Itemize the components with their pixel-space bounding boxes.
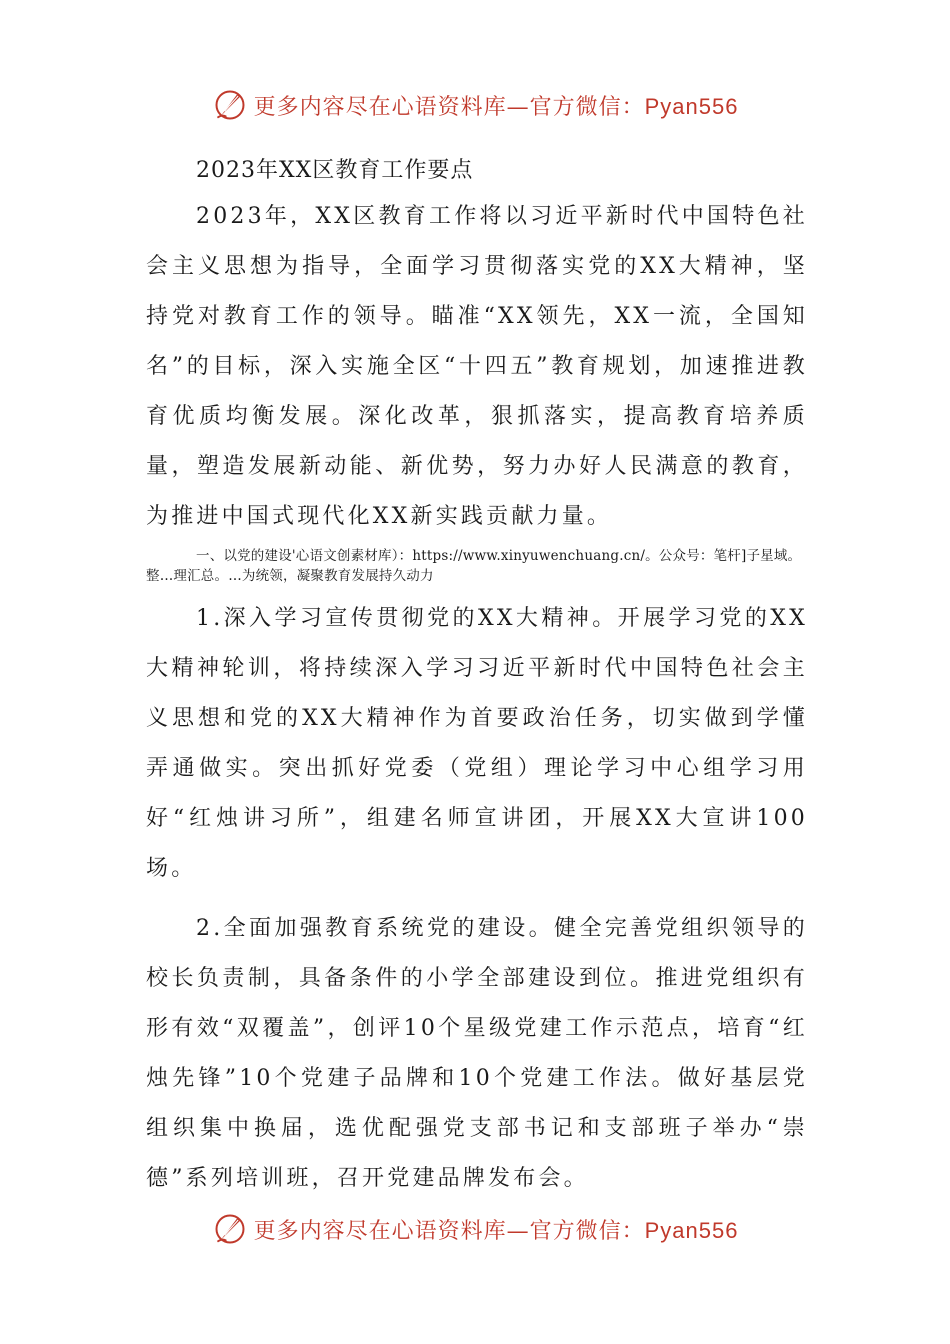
banner-text: 更多内容尽在心语资料库—官方微信：Pyan556 — [253, 93, 739, 120]
document-title: 2023年XX区教育工作要点 — [196, 158, 474, 183]
quill-pen-logo-icon — [212, 1211, 248, 1247]
intro-paragraph: 2023年，XX区教育工作将以习近平新时代中国特色社会主义思想为指导，全面学习贯彻落实党的XX大精神，坚持党对教育工作的领导。瞄准“XX领先，XX一流，全国知名”的目标，深入实施全区“十四五”教育规划，加速推进教育优质均衡发展。深化改革，狠抓落实，提高教育培养质量，塑造发展新动能、新优势，努力办好人民满意的教育，为推进中国式现代化XX新实践贡献力量。 — [146, 204, 808, 529]
document-body — [146, 150, 808, 1204]
bottom-watermark-banner — [0, 1204, 950, 1254]
item-1-paragraph: 1.深入学习宣传贯彻党的XX大精神。开展学习党的XX大精神轮训，将持续深入学习习近平新时代中国特色社会主义思想和党的XX大精神作为首要政治任务，切实做到学懂弄通做实。突出抓好党委（党组）理论学习中心组学习用好“红烛讲习所”，组建名师宣讲团，开展XX大宣讲100场。 — [146, 606, 808, 881]
item-2-paragraph: 2.全面加强教育系统党的建设。健全完善党组织领导的校长负责制，具备条件的小学全部建设到位。推进党组织有形有效“双覆盖”，创评10个星级党建工作示范点，培育“红烛先锋”10个党建子品牌和10个党建工作法。做好基层党组织集中换届，选优配强党支部书记和支部班子举办“崇德”系列培训班，召开党建品牌发布会。 — [146, 916, 808, 1191]
section-heading: 一、以党的建设'心语文创素材库）：https://www.xinyuwenchuang.cn/。公众号：笔杆]子星域。整…理汇总。…为统领，凝聚教育发展持久动力 — [146, 548, 802, 584]
banner-text: 更多内容尽在心语资料库—官方微信：Pyan556 — [253, 1217, 739, 1244]
quill-pen-logo-icon — [212, 87, 248, 123]
top-watermark-banner — [0, 80, 950, 130]
